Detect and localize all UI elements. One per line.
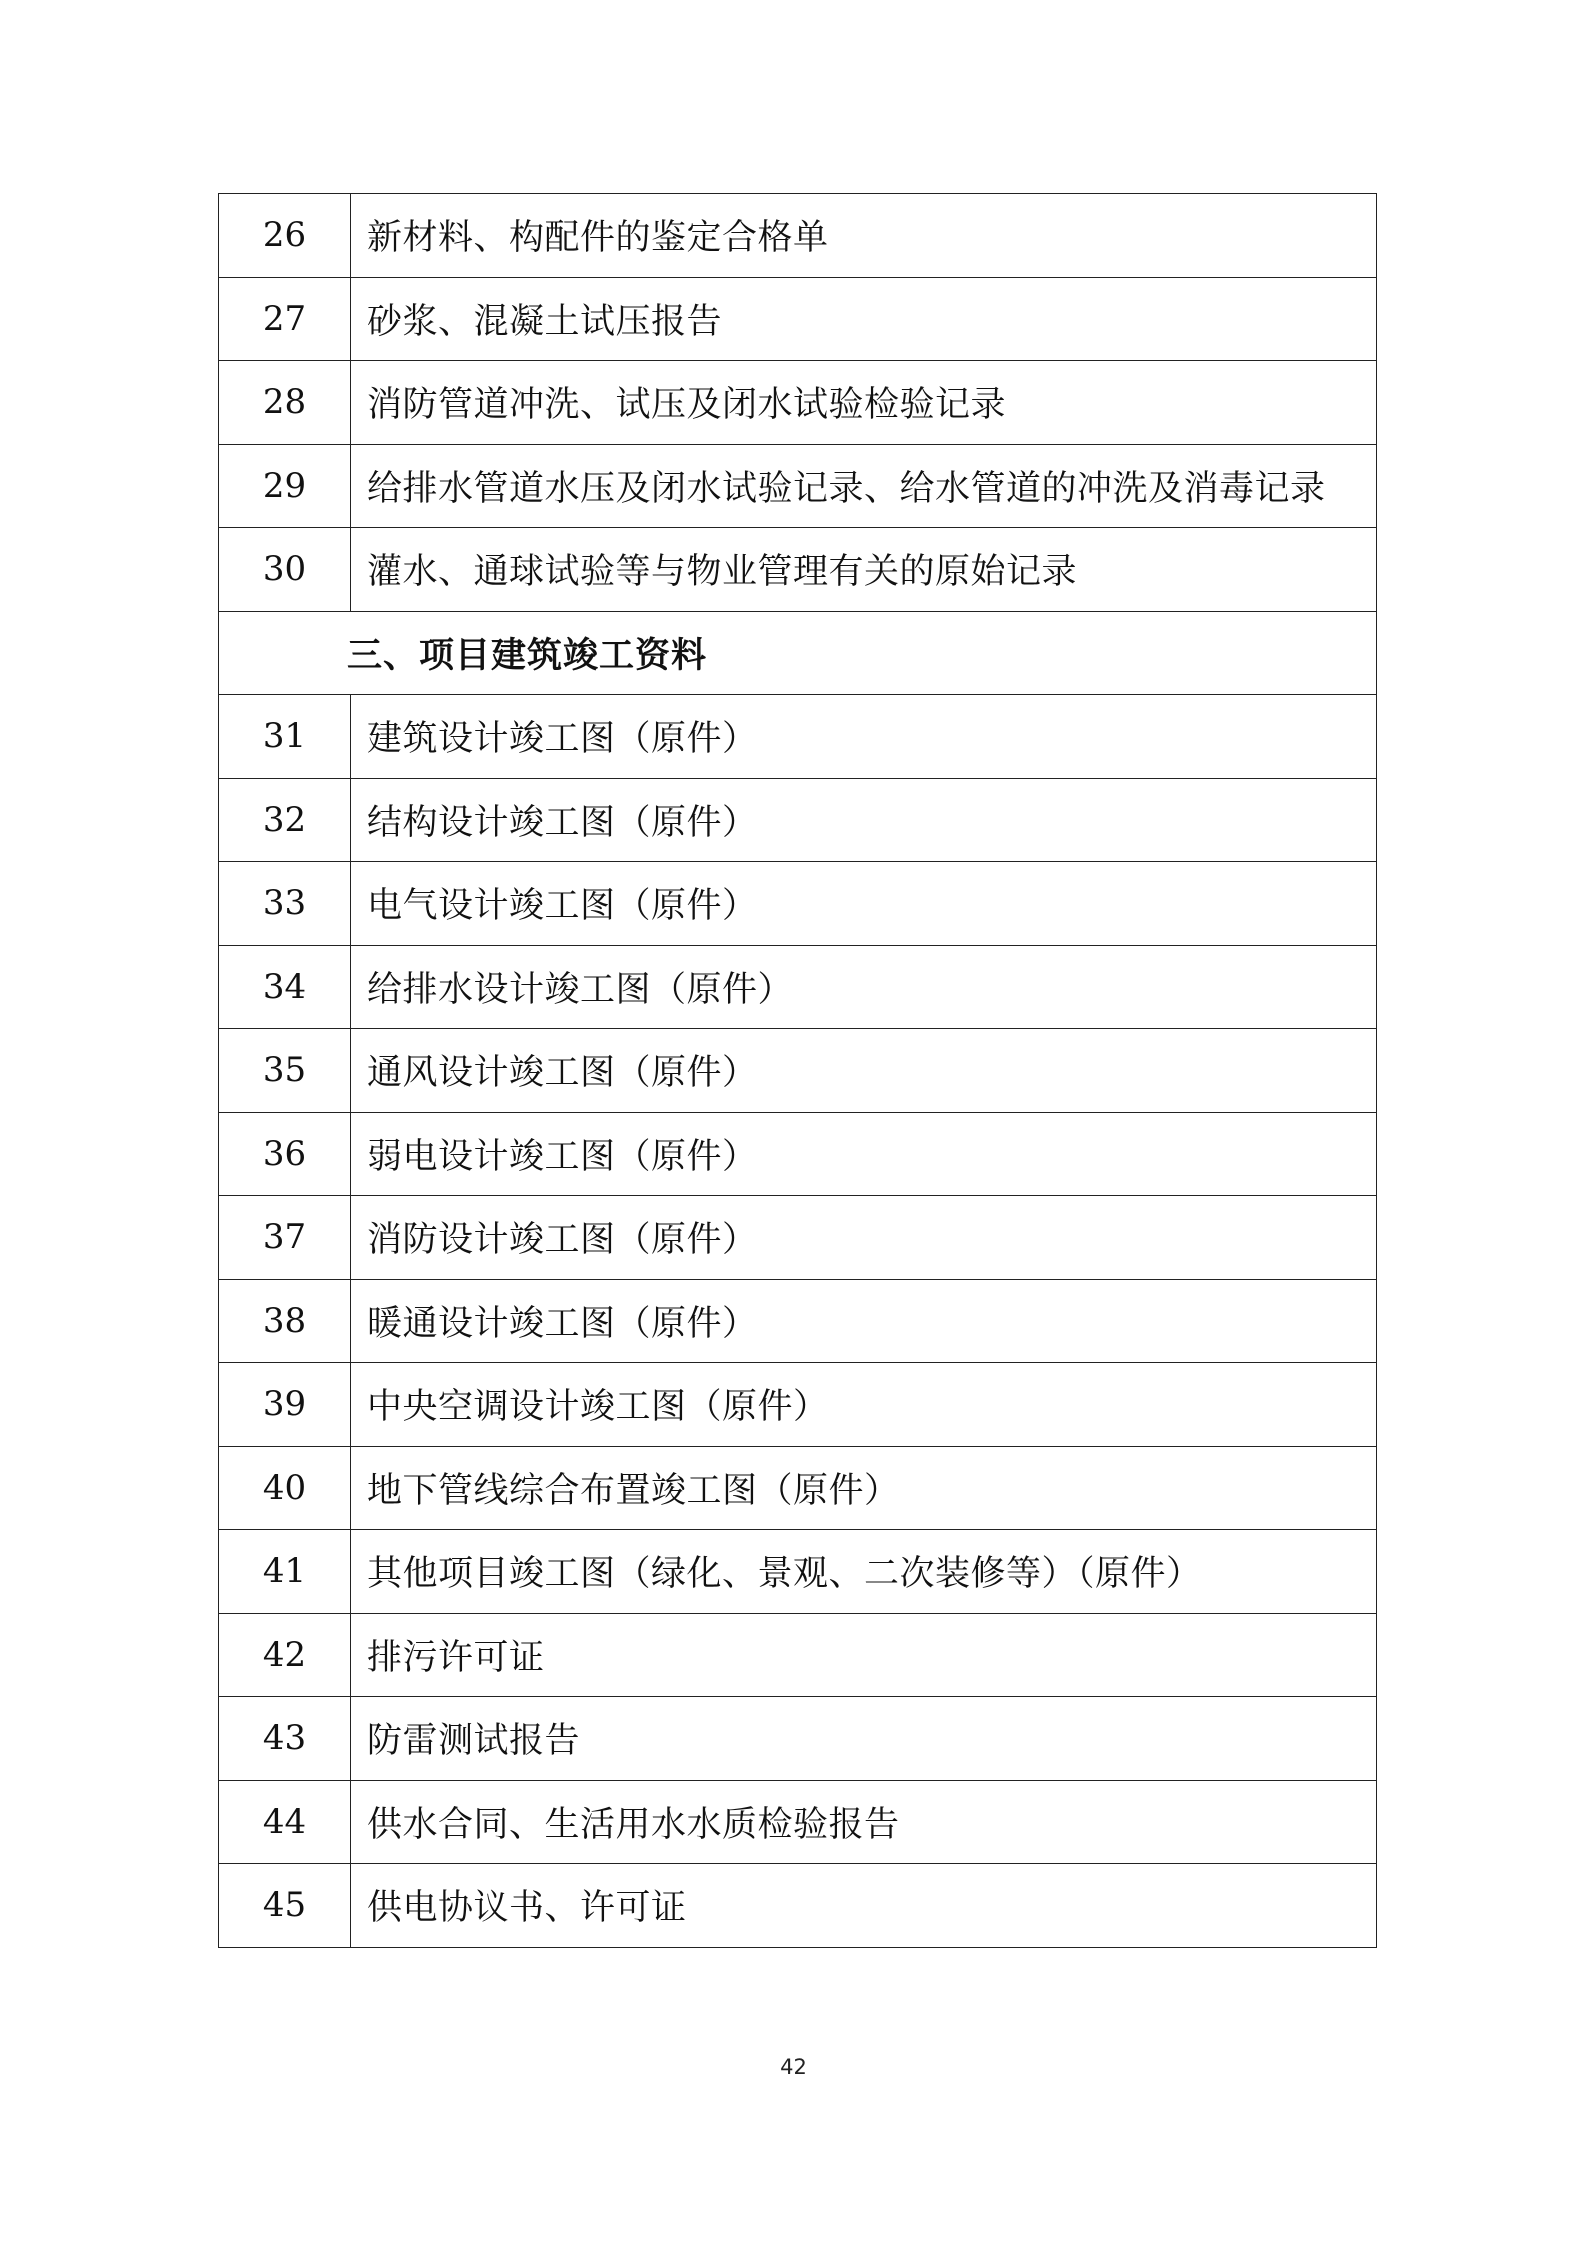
table-row bbox=[219, 1112, 1377, 1196]
table-row bbox=[219, 361, 1377, 445]
row-item: 通风设计竣工图（原件） bbox=[351, 1029, 1377, 1113]
table-row bbox=[219, 695, 1377, 779]
row-number: 41 bbox=[219, 1530, 351, 1614]
row-item: 建筑设计竣工图（原件） bbox=[351, 695, 1377, 779]
row-item: 给排水管道水压及闭水试验记录、给水管道的冲洗及消毒记录 bbox=[351, 444, 1377, 528]
table-row bbox=[219, 862, 1377, 946]
row-item: 给排水设计竣工图（原件） bbox=[351, 945, 1377, 1029]
section-title: 三、项目建筑竣工资料 bbox=[219, 611, 1377, 695]
row-item: 地下管线综合布置竣工图（原件） bbox=[351, 1446, 1377, 1530]
table-row bbox=[219, 1697, 1377, 1781]
row-number: 37 bbox=[219, 1196, 351, 1280]
document-table bbox=[218, 193, 1377, 1948]
row-item: 消防设计竣工图（原件） bbox=[351, 1196, 1377, 1280]
row-number: 27 bbox=[219, 277, 351, 361]
table-row bbox=[219, 945, 1377, 1029]
row-item: 暖通设计竣工图（原件） bbox=[351, 1279, 1377, 1363]
table-row bbox=[219, 1363, 1377, 1447]
table-body bbox=[219, 194, 1377, 1948]
row-number: 35 bbox=[219, 1029, 351, 1113]
row-item: 供水合同、生活用水水质检验报告 bbox=[351, 1780, 1377, 1864]
row-number: 36 bbox=[219, 1112, 351, 1196]
row-number: 45 bbox=[219, 1864, 351, 1948]
row-number: 42 bbox=[219, 1613, 351, 1697]
row-number: 39 bbox=[219, 1363, 351, 1447]
row-number: 30 bbox=[219, 528, 351, 612]
row-item: 排污许可证 bbox=[351, 1613, 1377, 1697]
section-header-row bbox=[219, 611, 1377, 695]
row-number: 44 bbox=[219, 1780, 351, 1864]
row-number: 28 bbox=[219, 361, 351, 445]
row-number: 29 bbox=[219, 444, 351, 528]
row-number: 38 bbox=[219, 1279, 351, 1363]
row-item: 消防管道冲洗、试压及闭水试验检验记录 bbox=[351, 361, 1377, 445]
row-item: 防雷测试报告 bbox=[351, 1697, 1377, 1781]
row-number: 32 bbox=[219, 778, 351, 862]
table-row bbox=[219, 1446, 1377, 1530]
row-item: 其他项目竣工图（绿化、景观、二次装修等）（原件） bbox=[351, 1530, 1377, 1614]
table-row bbox=[219, 1864, 1377, 1948]
table-row bbox=[219, 528, 1377, 612]
row-number: 26 bbox=[219, 194, 351, 278]
page-number: 42 bbox=[780, 2055, 807, 2079]
table-row bbox=[219, 1029, 1377, 1113]
table-row bbox=[219, 194, 1377, 278]
row-number: 31 bbox=[219, 695, 351, 779]
row-item: 新材料、构配件的鉴定合格单 bbox=[351, 194, 1377, 278]
table-row bbox=[219, 1613, 1377, 1697]
table-row bbox=[219, 277, 1377, 361]
row-item: 弱电设计竣工图（原件） bbox=[351, 1112, 1377, 1196]
table-row bbox=[219, 1530, 1377, 1614]
row-item: 砂浆、混凝土试压报告 bbox=[351, 277, 1377, 361]
row-item: 灌水、通球试验等与物业管理有关的原始记录 bbox=[351, 528, 1377, 612]
table-row bbox=[219, 1196, 1377, 1280]
row-number: 43 bbox=[219, 1697, 351, 1781]
row-item: 供电协议书、许可证 bbox=[351, 1864, 1377, 1948]
row-number: 34 bbox=[219, 945, 351, 1029]
row-number: 40 bbox=[219, 1446, 351, 1530]
table-row bbox=[219, 1279, 1377, 1363]
row-number: 33 bbox=[219, 862, 351, 946]
row-item: 结构设计竣工图（原件） bbox=[351, 778, 1377, 862]
row-item: 电气设计竣工图（原件） bbox=[351, 862, 1377, 946]
table-row bbox=[219, 1780, 1377, 1864]
row-item: 中央空调设计竣工图（原件） bbox=[351, 1363, 1377, 1447]
table-row bbox=[219, 444, 1377, 528]
table-row bbox=[219, 778, 1377, 862]
